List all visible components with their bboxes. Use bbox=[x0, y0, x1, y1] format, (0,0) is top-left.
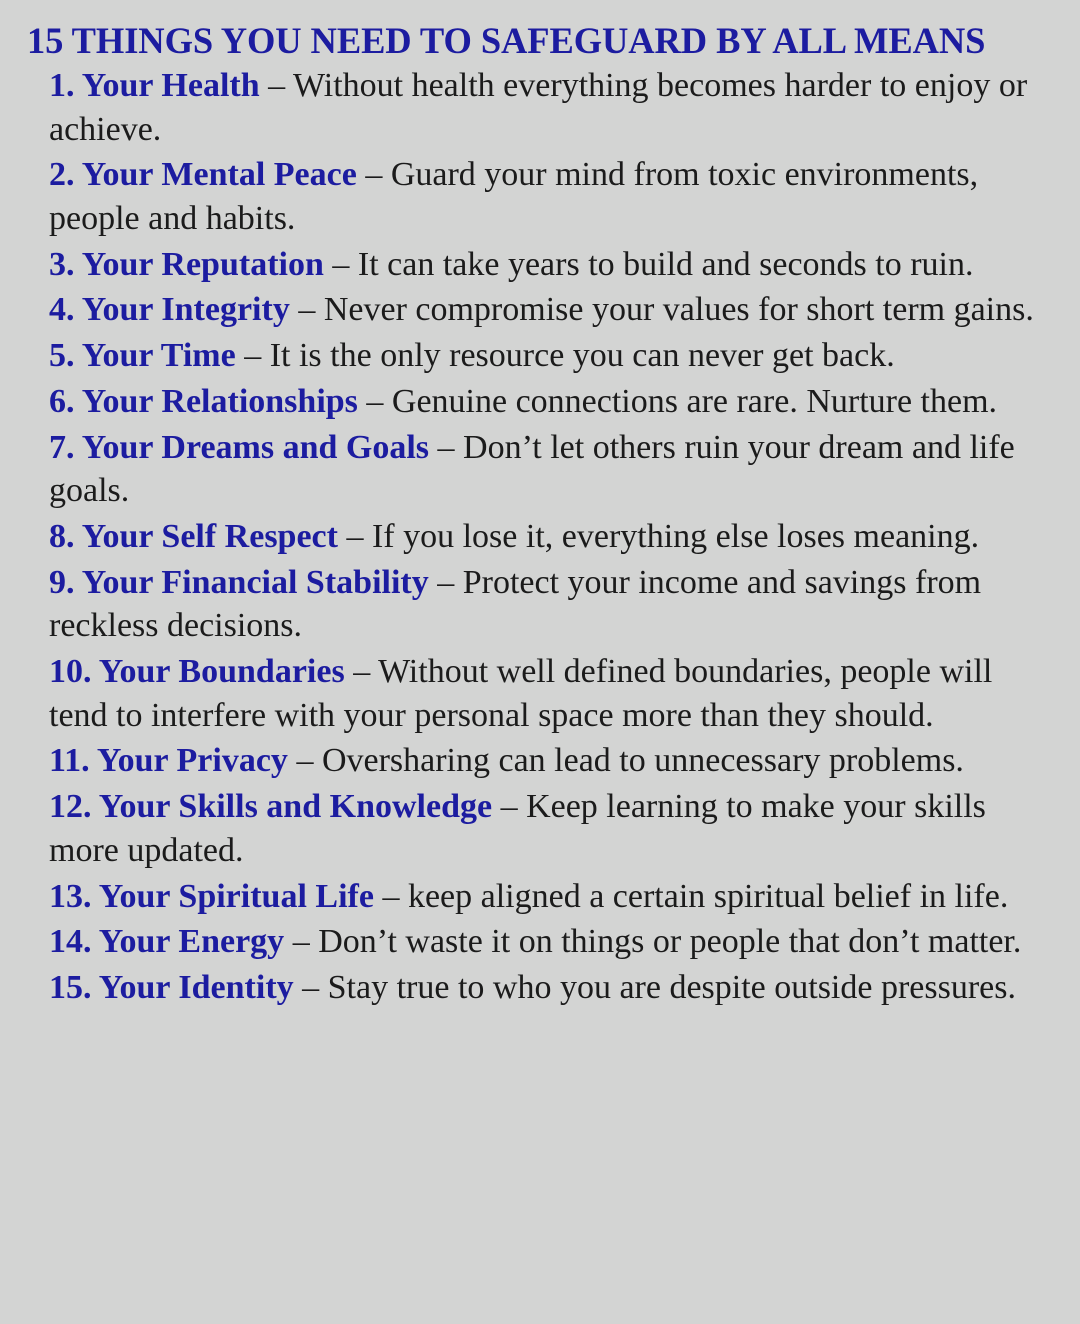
page-title: 15 THINGS YOU NEED TO SAFEGUARD BY ALL MEANS bbox=[27, 20, 986, 61]
item-heading: 13. Your Spiritual Life bbox=[49, 877, 374, 915]
list-item-3 bbox=[49, 243, 1050, 287]
item-separator: – bbox=[244, 337, 262, 375]
item-heading: 2. Your Mental Peace bbox=[49, 156, 357, 194]
item-heading: 14. Your Energy bbox=[49, 923, 285, 961]
item-separator: – bbox=[302, 969, 320, 1007]
list-item-10 bbox=[49, 650, 1050, 737]
list-item-14 bbox=[49, 920, 1050, 964]
item-description: Without well defined boundaries, people will tend to interfere with your personal space more than they should. bbox=[49, 653, 993, 734]
item-separator: – bbox=[365, 156, 383, 194]
item-separator: – bbox=[346, 518, 364, 556]
item-heading: 8. Your Self Respect bbox=[49, 518, 338, 556]
item-heading: 9. Your Financial Stability bbox=[49, 563, 429, 601]
list-item-8 bbox=[49, 515, 1050, 559]
list-item-12 bbox=[49, 785, 1050, 872]
item-heading: 4. Your Integrity bbox=[49, 291, 290, 329]
list-item-13 bbox=[49, 875, 1050, 919]
list-item-5 bbox=[49, 334, 1050, 378]
item-heading: 15. Your Identity bbox=[49, 969, 294, 1007]
item-heading: 6. Your Relationships bbox=[49, 382, 358, 420]
item-description: Guard your mind from toxic environments, people and habits. bbox=[49, 156, 979, 237]
item-description: Don’t let others ruin your dream and life goals. bbox=[49, 428, 1015, 510]
item-description: Without health everything becomes harder to enjoy or achieve. bbox=[49, 67, 1028, 148]
item-separator: – bbox=[268, 67, 286, 104]
list-item-4 bbox=[49, 288, 1050, 332]
list-item-7 bbox=[49, 426, 1050, 513]
item-separator: – bbox=[437, 563, 455, 601]
item-heading: 12. Your Skills and Knowledge bbox=[49, 788, 493, 826]
item-heading: 11. Your Privacy bbox=[49, 742, 288, 780]
item-description: Never compromise your values for short term gains. bbox=[323, 291, 1034, 329]
item-separator: – bbox=[292, 923, 310, 961]
item-heading: 10. Your Boundaries bbox=[49, 653, 345, 691]
item-description: If you lose it, everything else loses meaning. bbox=[371, 518, 980, 556]
item-description: Don’t waste it on things or people that don’t matter. bbox=[318, 923, 1022, 961]
item-heading: 5. Your Time bbox=[49, 337, 236, 375]
item-separator: – bbox=[298, 291, 316, 329]
list-item-1 bbox=[49, 64, 1050, 151]
list-item-9 bbox=[49, 561, 1050, 648]
item-description: It can take years to build and seconds to ruin. bbox=[357, 245, 974, 283]
item-description: Oversharing can lead to unnecessary problems. bbox=[321, 742, 964, 780]
item-separator: – bbox=[332, 245, 350, 283]
list-item-6 bbox=[49, 380, 1050, 424]
item-heading: 1. Your Health bbox=[49, 67, 260, 104]
item-heading: 7. Your Dreams and Goals bbox=[49, 428, 430, 466]
item-heading: 3. Your Reputation bbox=[49, 245, 324, 283]
safeguard-list bbox=[49, 64, 1050, 1010]
item-separator: – bbox=[296, 742, 314, 780]
list-item-2 bbox=[49, 153, 1050, 240]
item-separator: – bbox=[353, 653, 371, 691]
list-item-11 bbox=[49, 739, 1050, 783]
item-description: It is the only resource you can never get back. bbox=[269, 337, 895, 375]
item-separator: – bbox=[437, 428, 455, 466]
item-description: Stay true to who you are despite outside pressures. bbox=[327, 969, 1016, 1007]
item-description: Protect your income and savings from reckless decisions. bbox=[49, 563, 982, 645]
list-item-15 bbox=[49, 966, 1050, 1010]
item-description: Keep learning to make your skills more updated. bbox=[49, 788, 986, 869]
item-description: keep aligned a certain spiritual belief in life. bbox=[407, 877, 1009, 915]
item-separator: – bbox=[366, 382, 384, 420]
item-separator: – bbox=[382, 877, 400, 915]
item-description: Genuine connections are rare. Nurture them. bbox=[391, 382, 998, 420]
item-separator: – bbox=[500, 788, 518, 826]
